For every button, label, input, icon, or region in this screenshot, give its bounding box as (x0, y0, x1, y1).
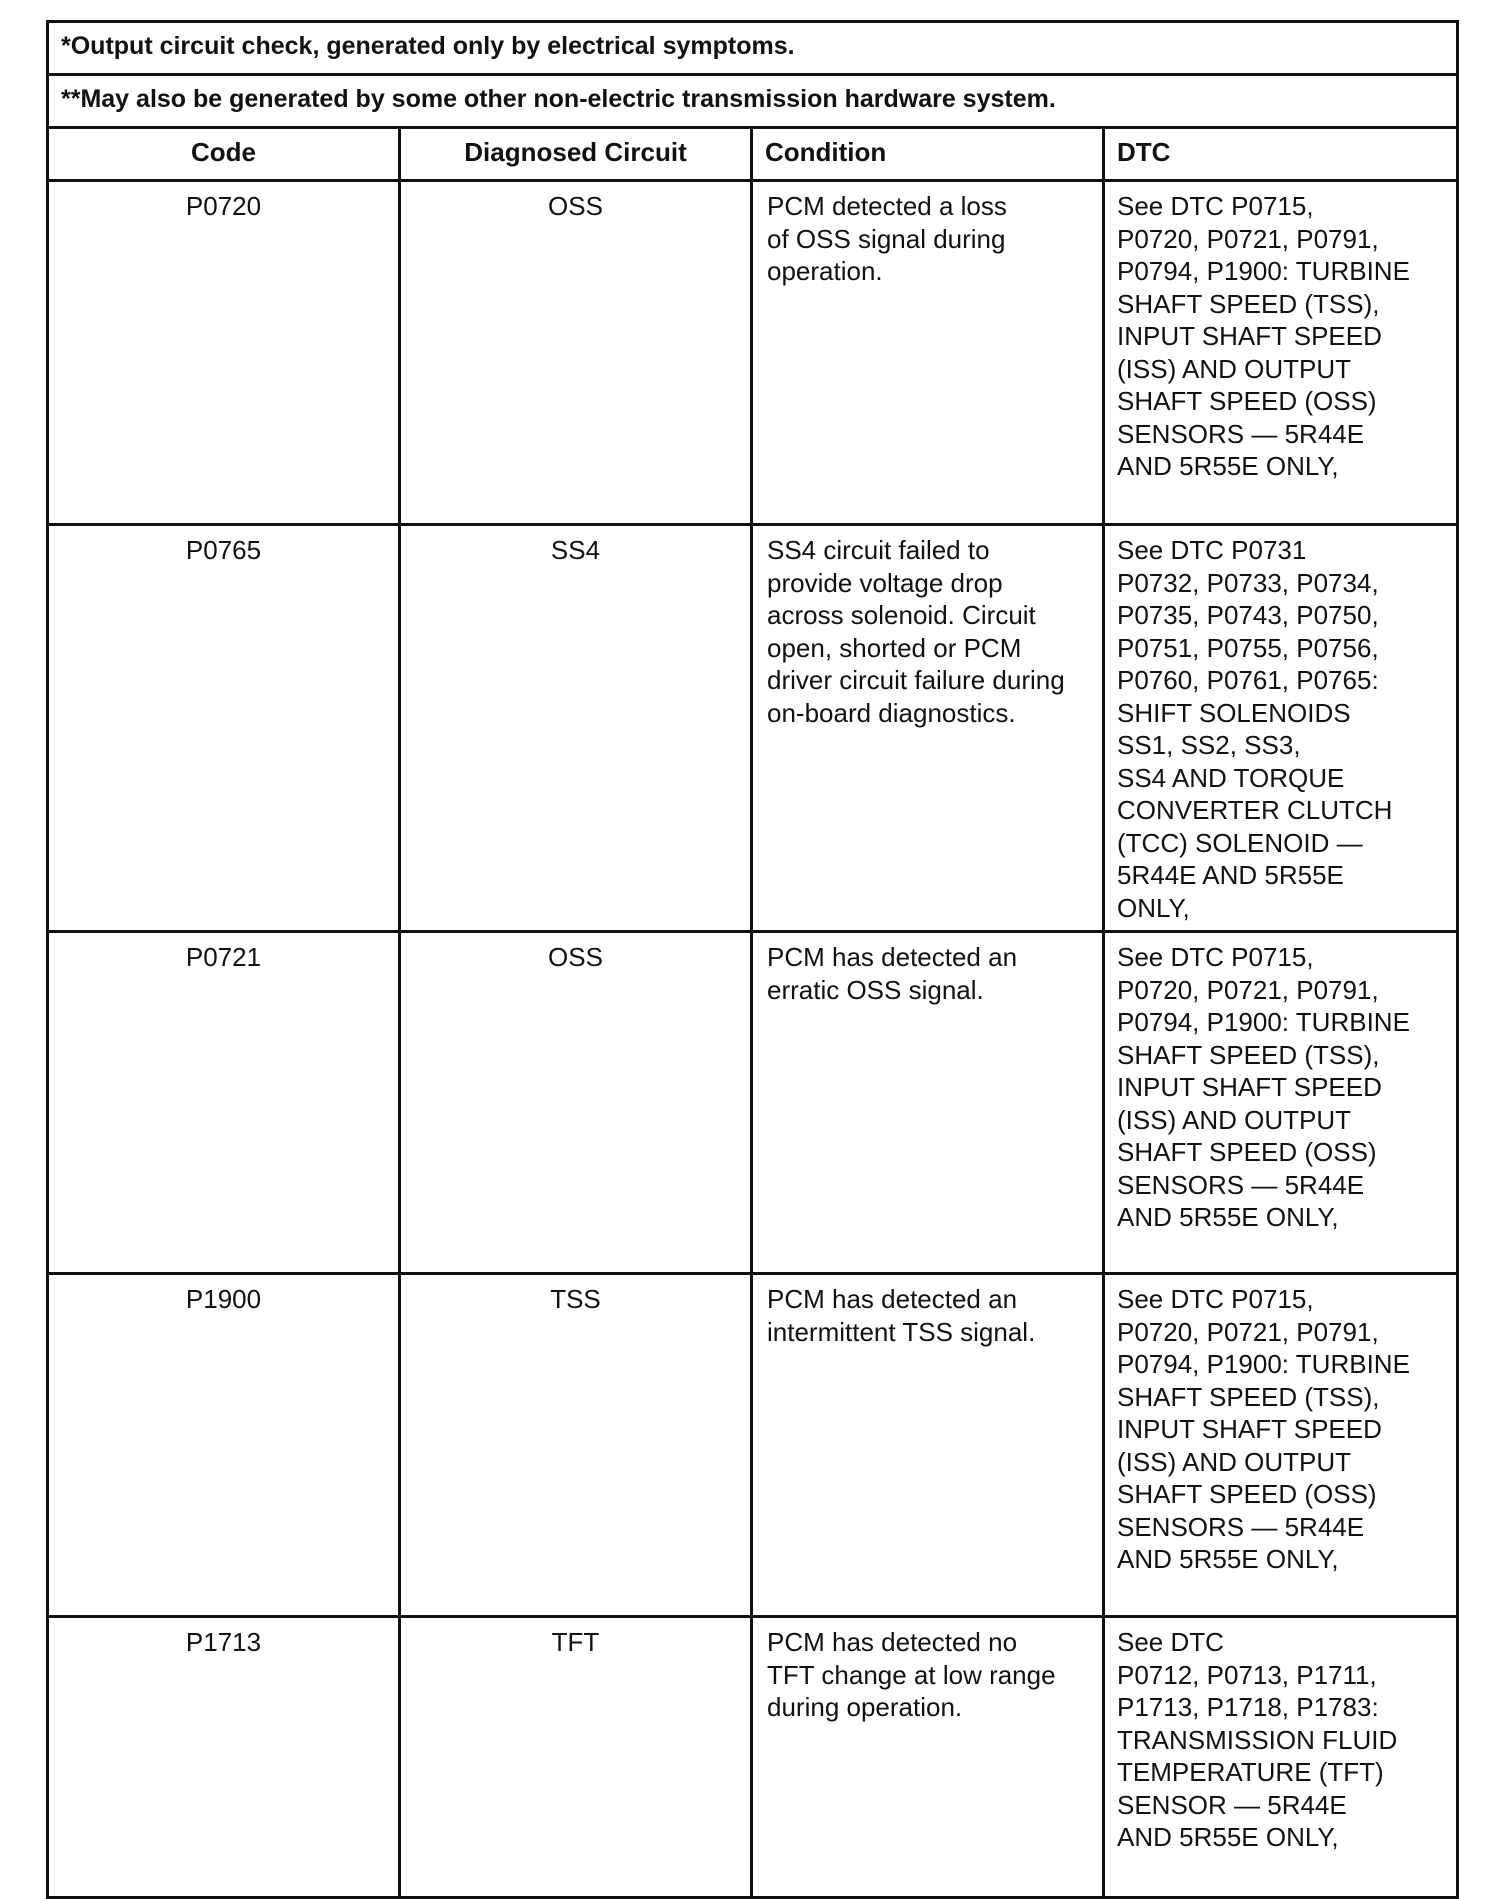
code-cell: P1713 (48, 1617, 400, 1898)
dtc-line: SENSORS — 5R44E (1117, 1169, 1365, 1200)
table-row (48, 1274, 1458, 1617)
dtc-line: See DTC P0715, (1117, 1284, 1314, 1314)
condition-line: intermittent TSS signal. (767, 1316, 1036, 1347)
dtc-line: AND 5R55E ONLY, (1117, 1202, 1339, 1232)
dtc-line: See DTC P0715, (1117, 191, 1314, 221)
dtc-line: P0794, P1900: TURBINE (1117, 256, 1410, 286)
dtc-line: (ISS) AND OUTPUT (1117, 1104, 1352, 1135)
circuit-cell: SS4 (400, 525, 752, 932)
table-row (48, 932, 1458, 1274)
condition-line: on-board diagnostics. (767, 697, 1016, 728)
condition-cell (752, 525, 1104, 932)
dtc-line: See DTC P0731 (1117, 535, 1307, 565)
dtc-line: (ISS) AND OUTPUT (1117, 353, 1352, 384)
code-cell: P1900 (48, 1274, 400, 1617)
table-row (48, 181, 1458, 525)
header-diagnosed-circuit: Diagnosed Circuit (400, 128, 752, 181)
code-cell: P0720 (48, 181, 400, 525)
dtc-line: AND 5R55E ONLY, (1117, 451, 1339, 481)
table-header-row (48, 128, 1458, 181)
dtc-line: AND 5R55E ONLY, (1117, 1544, 1339, 1574)
condition-line: PCM has detected an (767, 1284, 1018, 1314)
dtc-line: SENSORS — 5R44E (1117, 1511, 1365, 1542)
dtc-line: TEMPERATURE (TFT) (1117, 1757, 1384, 1787)
dtc-line: P0720, P0721, P0791, (1117, 1316, 1379, 1347)
dtc-cell (1104, 932, 1458, 1274)
condition-line: SS4 circuit failed to (767, 535, 990, 565)
note-row-output-circuit (48, 22, 1458, 75)
condition-line: erratic OSS signal. (767, 974, 984, 1005)
dtc-line: See DTC (1117, 1627, 1224, 1657)
dtc-table (46, 20, 1459, 1899)
dtc-line: P0794, P1900: TURBINE (1117, 1007, 1410, 1037)
circuit-cell: OSS (400, 932, 752, 1274)
table-row (48, 525, 1458, 932)
dtc-line: P0794, P1900: TURBINE (1117, 1349, 1410, 1379)
condition-line: operation. (767, 256, 883, 286)
header-code: Code (48, 128, 400, 181)
condition-cell (752, 1274, 1104, 1617)
table-row (48, 1617, 1458, 1898)
header-condition: Condition (752, 128, 1104, 181)
dtc-line: AND 5R55E ONLY, (1117, 1822, 1339, 1852)
dtc-line: SS1, SS2, SS3, (1117, 730, 1301, 760)
note-non-electric: **May also be generated by some other non-electric transmission hardware system. (48, 75, 1458, 128)
condition-line: open, shorted or PCM (767, 632, 1022, 663)
condition-cell (752, 932, 1104, 1274)
condition-line: PCM has detected no (767, 1627, 1018, 1657)
dtc-line: SHAFT SPEED (OSS) (1117, 386, 1377, 416)
dtc-line: ONLY, (1117, 892, 1190, 923)
condition-line: PCM detected a loss (767, 191, 1007, 221)
note-row-non-electric (48, 75, 1458, 128)
dtc-line: INPUT SHAFT SPEED (1117, 1072, 1382, 1102)
dtc-line: 5R44E AND 5R55E (1117, 860, 1344, 890)
condition-line: across solenoid. Circuit (767, 600, 1036, 630)
dtc-line: P1713, P1718, P1783: (1117, 1692, 1379, 1722)
dtc-line: See DTC P0715, (1117, 942, 1314, 972)
code-cell: P0721 (48, 932, 400, 1274)
dtc-line: P0720, P0721, P0791, (1117, 974, 1379, 1005)
dtc-line: SENSOR — 5R44E (1117, 1789, 1347, 1820)
dtc-line: SHAFT SPEED (OSS) (1117, 1137, 1377, 1167)
dtc-line: TRANSMISSION FLUID (1117, 1724, 1398, 1755)
dtc-line: INPUT SHAFT SPEED (1117, 1414, 1382, 1444)
circuit-cell: TFT (400, 1617, 752, 1898)
dtc-line: (TCC) SOLENOID — (1117, 827, 1363, 858)
dtc-line: SENSORS — 5R44E (1117, 418, 1365, 449)
condition-line: during operation. (767, 1692, 963, 1722)
dtc-line: SHAFT SPEED (OSS) (1117, 1479, 1377, 1509)
dtc-cell (1104, 181, 1458, 525)
condition-cell (752, 181, 1104, 525)
dtc-line: SHAFT SPEED (TSS), (1117, 1381, 1380, 1412)
dtc-line: INPUT SHAFT SPEED (1117, 321, 1382, 351)
dtc-line: SHAFT SPEED (TSS), (1117, 1039, 1380, 1070)
dtc-line: SHAFT SPEED (TSS), (1117, 288, 1380, 319)
condition-line: PCM has detected an (767, 942, 1018, 972)
dtc-line: CONVERTER CLUTCH (1117, 795, 1393, 825)
condition-line: driver circuit failure during (767, 665, 1065, 695)
dtc-cell (1104, 1617, 1458, 1898)
dtc-line: P0720, P0721, P0791, (1117, 223, 1379, 254)
dtc-cell (1104, 525, 1458, 932)
dtc-line: (ISS) AND OUTPUT (1117, 1446, 1352, 1477)
dtc-line: SS4 AND TORQUE (1117, 762, 1345, 793)
circuit-cell: TSS (400, 1274, 752, 1617)
condition-line: of OSS signal during (767, 223, 1006, 254)
condition-line: provide voltage drop (767, 567, 1003, 598)
dtc-line: P0751, P0755, P0756, (1117, 632, 1379, 663)
code-cell: P0765 (48, 525, 400, 932)
dtc-line: P0712, P0713, P1711, (1117, 1659, 1377, 1690)
dtc-cell (1104, 1274, 1458, 1617)
note-output-circuit: *Output circuit check, generated only by electrical symptoms. (48, 22, 1458, 75)
circuit-cell: OSS (400, 181, 752, 525)
dtc-line: SHIFT SOLENOIDS (1117, 697, 1351, 728)
header-dtc: DTC (1104, 128, 1458, 181)
condition-cell (752, 1617, 1104, 1898)
dtc-line: P0735, P0743, P0750, (1117, 600, 1379, 630)
dtc-line: P0732, P0733, P0734, (1117, 567, 1379, 598)
condition-line: TFT change at low range (767, 1659, 1056, 1690)
dtc-line: P0760, P0761, P0765: (1117, 665, 1379, 695)
